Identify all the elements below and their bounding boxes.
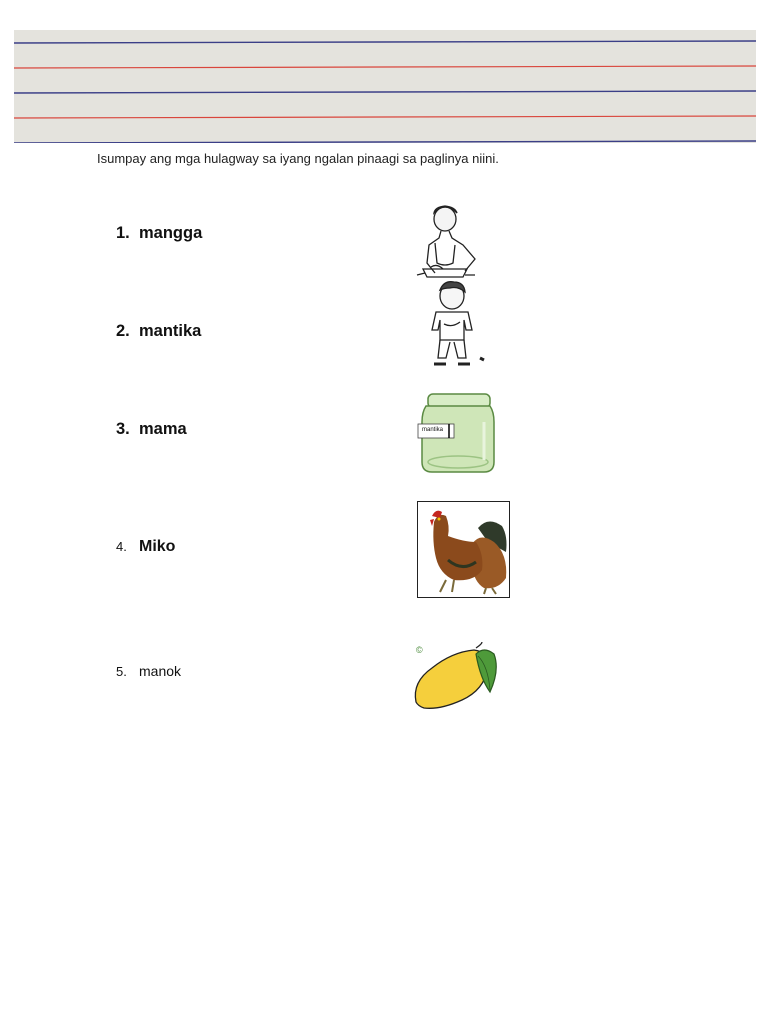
- item-word: manok: [139, 663, 182, 679]
- instruction-text: Isumpay ang mga hulagway sa iyang ngalan pinaagi sa paglinya niini.: [97, 151, 499, 166]
- item-number: 5.: [116, 664, 127, 679]
- list-item: [116, 322, 201, 341]
- item-number: 2.: [116, 322, 130, 340]
- list-item: [116, 224, 202, 243]
- jar-icon: [416, 392, 498, 476]
- list-item: [116, 420, 187, 439]
- boy-icon: [414, 280, 490, 368]
- ruled-header: [14, 30, 756, 143]
- woman-cooking-icon: [405, 203, 485, 283]
- item-word: Miko: [139, 538, 176, 555]
- list-item: [116, 663, 181, 679]
- item-number: 3.: [116, 420, 130, 438]
- list-item: [116, 538, 175, 556]
- item-word: mangga: [139, 224, 203, 242]
- item-number: 4.: [116, 539, 127, 554]
- mango-icon: [410, 642, 500, 712]
- item-word: mantika: [139, 322, 202, 340]
- rooster-frame: [417, 501, 510, 598]
- jar-label: mantika: [422, 427, 444, 433]
- item-number: 1.: [116, 224, 130, 242]
- copyright-mark: ©: [416, 645, 423, 655]
- rooster-icon: [418, 502, 509, 597]
- item-word: mama: [139, 420, 187, 438]
